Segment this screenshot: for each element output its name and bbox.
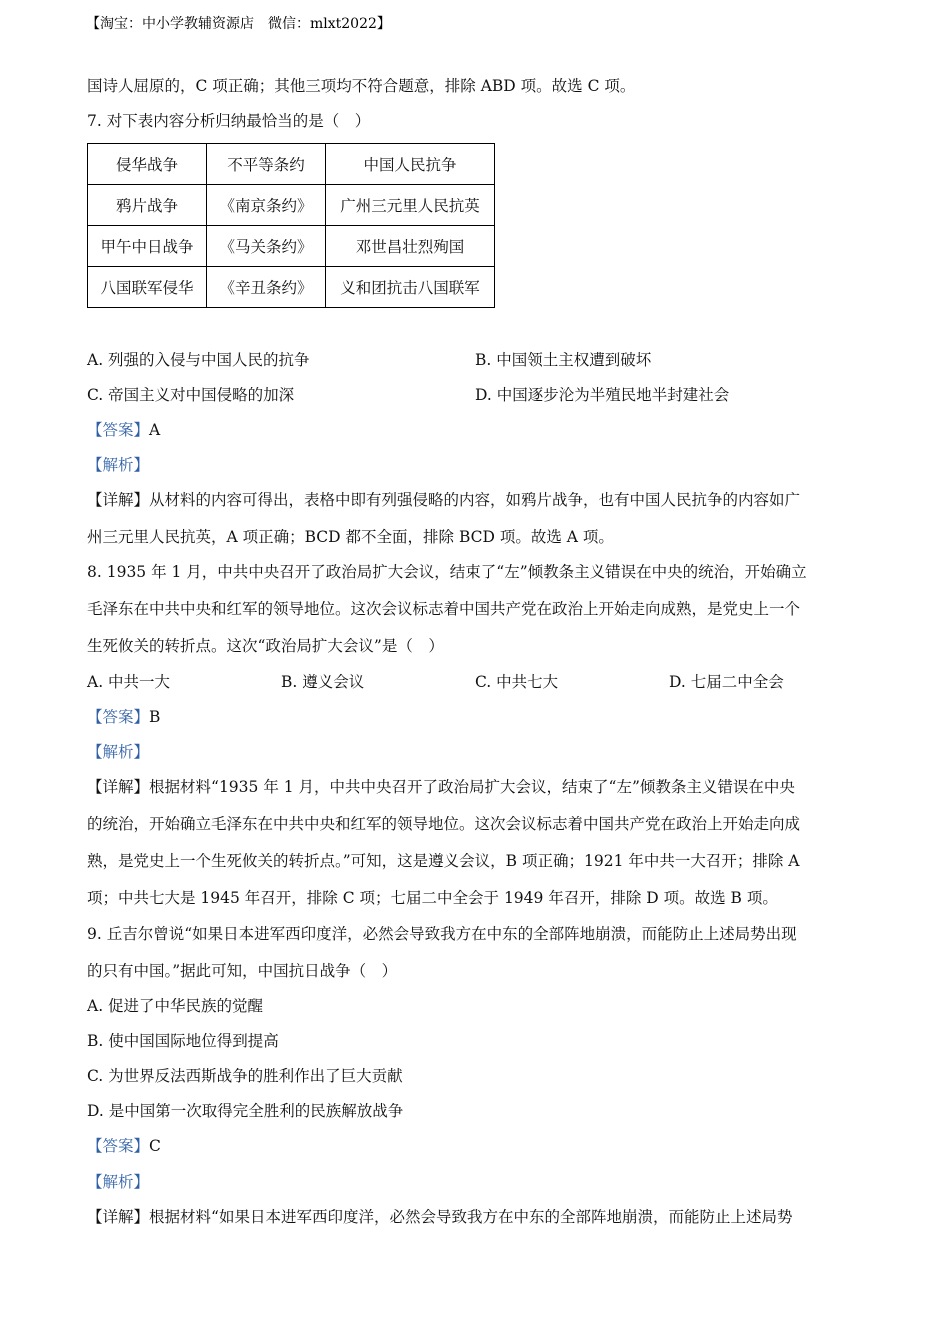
answer-label: 【答案】 <box>87 1137 150 1155</box>
table-cell: 八国联军侵华 <box>88 267 207 308</box>
q8-option-a: A. 中共一大 <box>87 673 171 691</box>
answer-label: 【答案】 <box>87 708 150 726</box>
q9-stem-line-1: 9. 丘吉尔曾说“如果日本进军西印度洋，必然会导致我方在中东的全部阵地崩溃，而能防止上述局势出现 <box>87 925 797 943</box>
q8-option-d: D. 七届二中全会 <box>669 673 784 691</box>
answer-value: C <box>149 1137 161 1155</box>
detail-label: 【详解】 <box>87 491 150 509</box>
q9-detail-line-1 <box>87 1207 792 1227</box>
table-cell: 甲午中日战争 <box>88 226 207 267</box>
table-cell: 《辛丑条约》 <box>207 267 326 308</box>
q6-tail-text: 国诗人屈原的，C 项正确；其他三项均不符合题意，排除 ABD 项。故选 C 项。 <box>87 77 636 95</box>
q9-option-b: B. 使中国国际地位得到提高 <box>87 1032 279 1050</box>
table-cell: 《马关条约》 <box>207 226 326 267</box>
answer-label: 【答案】 <box>87 421 150 439</box>
q7-analysis-label: 【解析】 <box>87 456 150 474</box>
q8-stem-line-2: 毛泽东在中共中央和红军的领导地位。这次会议标志着中国共产党在政治上开始走向成熟，是党史上一个 <box>87 600 801 618</box>
q9-option-a: A. 促进了中华民族的觉醒 <box>87 997 264 1015</box>
q8-stem-line-3: 生死攸关的转折点。这次“政治局扩大会议”是（ ） <box>87 637 444 655</box>
table-header-cell: 不平等条约 <box>207 144 326 185</box>
detail-text: 根据材料“如果日本进军西印度洋，必然会导致我方在中东的全部阵地崩溃，而能防止上述局势 <box>149 1208 793 1226</box>
q9-analysis-label: 【解析】 <box>87 1173 150 1191</box>
table-header-cell: 中国人民抗争 <box>326 144 495 185</box>
q7-table <box>87 143 495 308</box>
q7-detail-line-2: 州三元里人民抗英，A 项正确；BCD 都不全面，排除 BCD 项。故选 A 项。 <box>87 528 614 546</box>
table-cell: 鸦片战争 <box>88 185 207 226</box>
q8-answer <box>87 707 160 727</box>
q7-option-d: D. 中国逐步沦为半殖民地半封建社会 <box>475 386 730 404</box>
detail-text: 根据材料“1935 年 1 月，中共中央召开了政治局扩大会议，结束了“左”倾教条主义错误在中央 <box>149 778 795 796</box>
table-cell: 《南京条约》 <box>207 185 326 226</box>
table-cell: 义和团抗击八国联军 <box>326 267 495 308</box>
answer-value: B <box>149 708 161 726</box>
q8-stem-line-1: 8. 1935 年 1 月，中共中央召开了政治局扩大会议，结束了“左”倾教条主义错误在中央的统治，开始确立 <box>87 563 807 581</box>
q9-option-d: D. 是中国第一次取得完全胜利的民族解放战争 <box>87 1102 404 1120</box>
q9-answer <box>87 1136 161 1156</box>
q8-option-c: C. 中共七大 <box>475 673 559 691</box>
q8-detail-line-3: 熟，是党史上一个生死攸关的转折点。”可知，这是遵义会议，B 项正确；1921 年中共一大召开；排除 A <box>87 852 800 870</box>
table-row <box>88 226 495 267</box>
detail-label: 【详解】 <box>87 1208 150 1226</box>
detail-text: 从材料的内容可得出，表格中即有列强侵略的内容，如鸦片战争，也有中国人民抗争的内容如广 <box>149 491 801 509</box>
q7-detail-line-1 <box>87 490 800 510</box>
q8-detail-line-2: 的统治，开始确立毛泽东在中共中央和红军的领导地位。这次会议标志着中国共产党在政治上开始走向成 <box>87 815 801 833</box>
q9-stem-line-2: 的只有中国。”据此可知，中国抗日战争（ ） <box>87 962 398 980</box>
table-row <box>88 185 495 226</box>
table-cell: 邓世昌壮烈殉国 <box>326 226 495 267</box>
q7-option-c: C. 帝国主义对中国侵略的加深 <box>87 386 295 404</box>
q9-option-c: C. 为世界反法西斯战争的胜利作出了巨大贡献 <box>87 1067 403 1085</box>
q7-answer <box>87 420 160 440</box>
q8-analysis-label: 【解析】 <box>87 743 150 761</box>
q8-detail-line-1 <box>87 777 795 797</box>
page-header: 【淘宝：中小学教辅资源店 微信：mlxt2022】 <box>86 16 391 32</box>
table-cell: 广州三元里人民抗英 <box>326 185 495 226</box>
table-header-cell: 侵华战争 <box>88 144 207 185</box>
q7-option-a: A. 列强的入侵与中国人民的抗争 <box>87 351 310 369</box>
detail-label: 【详解】 <box>87 778 150 796</box>
q8-detail-line-4: 项；中共七大是 1945 年召开，排除 C 项；七届二中全会于 1949 年召开，排除 D 项。故选 B 项。 <box>87 889 778 907</box>
q7-stem: 7. 对下表内容分析归纳最恰当的是（ ） <box>87 112 371 130</box>
q8-option-b: B. 遵义会议 <box>281 673 365 691</box>
q7-option-b: B. 中国领土主权遭到破坏 <box>475 351 652 369</box>
table-header-row <box>88 144 495 185</box>
answer-value: A <box>149 421 161 439</box>
table-row <box>88 267 495 308</box>
